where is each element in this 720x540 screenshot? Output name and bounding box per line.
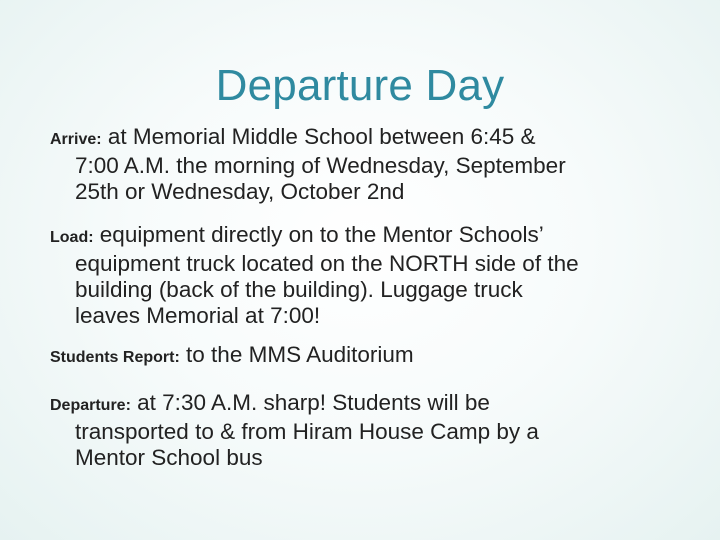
load-first-line [50, 222, 579, 251]
departure-item [50, 390, 539, 471]
students-report-label: Students Report: [50, 349, 180, 366]
arrive-item [50, 124, 566, 205]
load-item [50, 222, 579, 329]
students-report-item [50, 342, 414, 371]
slide-title: Departure Day [215, 61, 505, 110]
arrive-label: Arrive: [50, 131, 102, 148]
departure-first-line [50, 390, 539, 419]
arrive-text-line-3: 25th or Wednesday, October 2nd [75, 179, 405, 204]
departure-text-line-2: transported to & from Hiram House Camp by a [75, 419, 539, 444]
load-text-line-3: building (back of the building). Luggage truck [75, 277, 523, 302]
arrive-first-line [50, 124, 566, 153]
arrive-text-line-2: 7:00 A.M. the morning of Wednesday, September [75, 153, 566, 178]
load-text-line-4: leaves Memorial at 7:00! [75, 303, 321, 328]
departure-label: Departure: [50, 397, 131, 414]
load-label: Load: [50, 229, 94, 246]
load-text-line-1: equipment directly on to the Mentor Schools’ [93, 222, 544, 247]
load-text-line-2: equipment truck located on the NORTH side of the [75, 251, 579, 276]
arrive-text-line-1: at Memorial Middle School between 6:45 & [101, 124, 536, 149]
departure-text-line-1: at 7:30 A.M. sharp! Students will be [130, 390, 490, 415]
students-report-text-line-1: to the MMS Auditorium [179, 342, 414, 367]
students-report-first-line [50, 342, 414, 371]
departure-text-line-3: Mentor School bus [75, 445, 263, 470]
